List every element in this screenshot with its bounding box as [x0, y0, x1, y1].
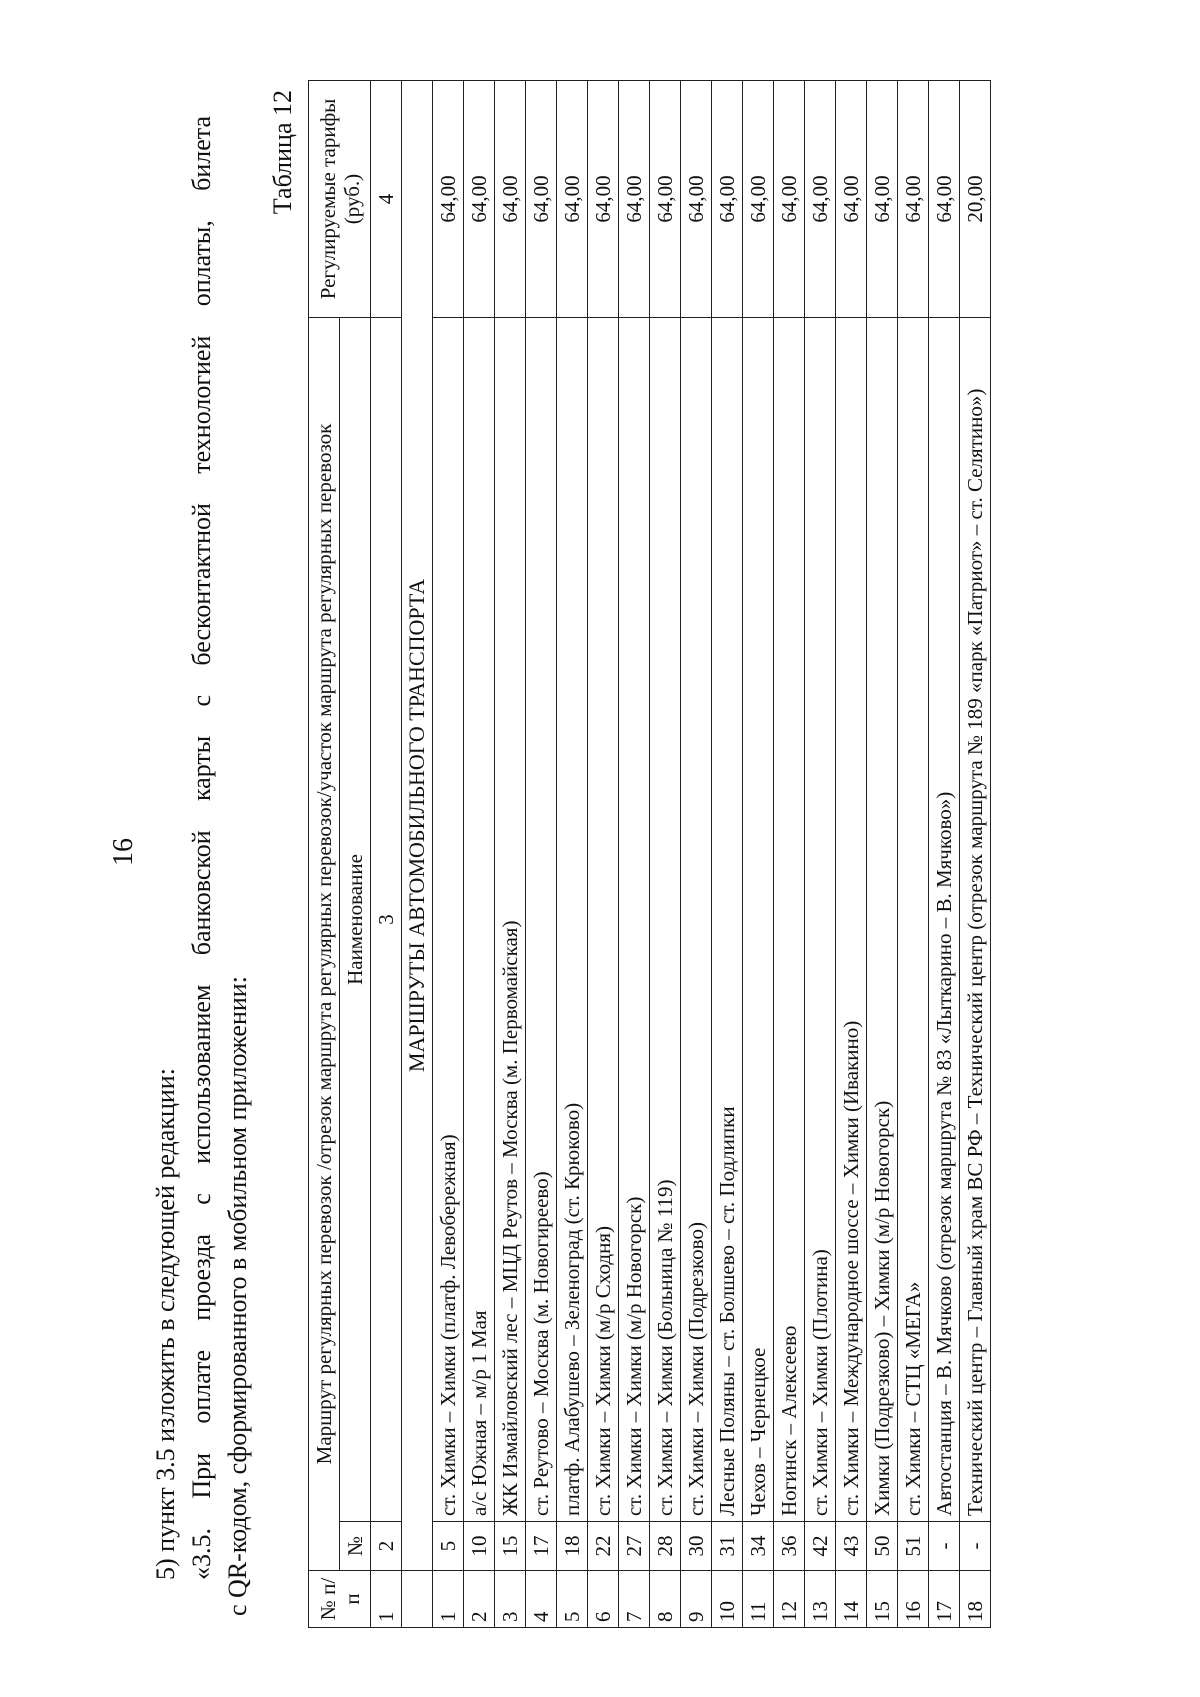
- row-number: 4: [526, 1571, 557, 1628]
- tariff-value: 64,00: [526, 81, 557, 318]
- route-number: 51: [898, 1522, 929, 1571]
- tariff-value: 64,00: [712, 81, 743, 318]
- route-name: ст. Химки – Химки (Подрезково): [681, 318, 712, 1522]
- table-row: [836, 81, 867, 1628]
- numbering-cell: 3: [371, 318, 402, 1522]
- row-number: 18: [960, 1571, 991, 1628]
- route-name: ЖК Измайловский лес – МЦД Реутов – Москва (м. Первомайская): [495, 318, 526, 1522]
- route-number: 50: [867, 1522, 898, 1571]
- table-row: [433, 81, 464, 1628]
- table-body: [433, 81, 991, 1628]
- route-name: ст. Химки – Химки (платф. Левобережная): [433, 318, 464, 1522]
- page-content: [140, 60, 1180, 1640]
- header-tariff: Регулируемые тарифы (руб.): [309, 81, 371, 318]
- route-name: Химки (Подрезково) – Химки (м/р Новогорск): [867, 318, 898, 1522]
- route-number: 22: [588, 1522, 619, 1571]
- row-number: 10: [712, 1571, 743, 1628]
- row-number: 9: [681, 1571, 712, 1628]
- route-number: 27: [619, 1522, 650, 1571]
- route-number: 10: [464, 1522, 495, 1571]
- section-title: МАРШРУТЫ АВТОМОБИЛЬНОГО ТРАНСПОРТА: [402, 81, 433, 1571]
- tariff-value: 64,00: [774, 81, 805, 318]
- table-row: [588, 81, 619, 1628]
- route-number: 28: [650, 1522, 681, 1571]
- route-name: Лесные Поляны – ст. Болшево – ст. Подлипки: [712, 318, 743, 1522]
- numbering-cell: 2: [371, 1522, 402, 1571]
- table-row: [774, 81, 805, 1628]
- route-number: 34: [743, 1522, 774, 1571]
- table-row: [867, 81, 898, 1628]
- route-name: ст. Химки – Химки (м/р Сходня): [588, 318, 619, 1522]
- tariff-value: 64,00: [557, 81, 588, 318]
- route-number: 36: [774, 1522, 805, 1571]
- table-row: [743, 81, 774, 1628]
- route-name: платф. Алабушево – Зеленоград (ст. Крюково): [557, 318, 588, 1522]
- row-number: 17: [929, 1571, 960, 1628]
- tariff-value: 64,00: [743, 81, 774, 318]
- table-row: [464, 81, 495, 1628]
- row-number: 13: [805, 1571, 836, 1628]
- route-name: ст. Химки – Химки (Плотина): [805, 318, 836, 1522]
- route-number: 15: [495, 1522, 526, 1571]
- header-num: № п/п: [309, 1571, 371, 1628]
- route-name: ст. Химки – Международное шоссе – Химки (Ивакино): [836, 318, 867, 1522]
- section-blank: [402, 1571, 433, 1628]
- route-number: -: [929, 1522, 960, 1571]
- route-number: 17: [526, 1522, 557, 1571]
- tariff-value: 64,00: [805, 81, 836, 318]
- route-name: а/с Южная – м/р 1 Мая: [464, 318, 495, 1522]
- route-name: Технический центр – Главный храм ВС РФ – Технический центр (отрезок маршрута № 189 «парк «Патриот» – ст. Селятино»): [960, 318, 991, 1522]
- intro-line-2: «3.5. При оплате проезда с использованием банковской карты с бесконтактной технологией оплаты, билета: [187, 116, 216, 1580]
- row-number: 8: [650, 1571, 681, 1628]
- route-number: 18: [557, 1522, 588, 1571]
- route-name: Чехов – Чернецкое: [743, 318, 774, 1522]
- intro-line-1: 5) пункт 3.5 изложить в следующей редакции:: [151, 1068, 180, 1580]
- tariff-value: 64,00: [836, 81, 867, 318]
- route-number: 43: [836, 1522, 867, 1571]
- header-route-name: Наименование: [340, 318, 371, 1522]
- route-number: 5: [433, 1522, 464, 1571]
- table-row: [681, 81, 712, 1628]
- row-number: 7: [619, 1571, 650, 1628]
- tariff-value: 64,00: [929, 81, 960, 318]
- tariff-value: 64,00: [867, 81, 898, 318]
- route-number: -: [960, 1522, 991, 1571]
- tariff-value: 64,00: [495, 81, 526, 318]
- table-row: [619, 81, 650, 1628]
- row-number: 6: [588, 1571, 619, 1628]
- route-name: ст. Химки – Химки (Больница № 119): [650, 318, 681, 1522]
- route-number: 31: [712, 1522, 743, 1571]
- tariff-value: 64,00: [433, 81, 464, 318]
- row-number: 14: [836, 1571, 867, 1628]
- tariffs-table: [308, 80, 991, 1628]
- table-row: [712, 81, 743, 1628]
- route-number: 30: [681, 1522, 712, 1571]
- rotated-page-content: [140, 60, 1180, 1640]
- intro-text: [148, 116, 256, 1616]
- table-row: [929, 81, 960, 1628]
- tariff-value: 64,00: [619, 81, 650, 318]
- header-route-group: Маршрут регулярных перевозок /отрезок маршрута регулярных перевозок/участок маршрута регулярных перевозок: [309, 318, 340, 1571]
- row-number: 11: [743, 1571, 774, 1628]
- route-name: Автостанция – В. Мячково (отрезок маршрута № 83 «Лыткарино – В. Мячково»): [929, 318, 960, 1522]
- tariff-value: 64,00: [650, 81, 681, 318]
- tariff-value: 64,00: [898, 81, 929, 318]
- table-row: [526, 81, 557, 1628]
- numbering-cell: 4: [371, 81, 402, 318]
- page-number: 16: [108, 838, 139, 866]
- header-route-no: №: [340, 1522, 371, 1571]
- tariff-value: 64,00: [464, 81, 495, 318]
- intro-line-3: с QR-кодом, сформированного в мобильном приложении:: [223, 976, 252, 1616]
- route-name: Ногинск – Алексеево: [774, 318, 805, 1522]
- table-row: [495, 81, 526, 1628]
- route-name: ст. Реутово – Москва (м. Новогиреево): [526, 318, 557, 1522]
- tariff-value: 20,00: [960, 81, 991, 318]
- tariff-value: 64,00: [681, 81, 712, 318]
- row-number: 12: [774, 1571, 805, 1628]
- table-row: [960, 81, 991, 1628]
- row-number: 16: [898, 1571, 929, 1628]
- row-number: 15: [867, 1571, 898, 1628]
- tariff-value: 64,00: [588, 81, 619, 318]
- table-row: [650, 81, 681, 1628]
- table-title: Таблица 12: [268, 90, 297, 215]
- route-number: 42: [805, 1522, 836, 1571]
- row-number: 1: [433, 1571, 464, 1628]
- row-number: 3: [495, 1571, 526, 1628]
- route-name: ст. Химки – СТЦ «МЕГА»: [898, 318, 929, 1522]
- row-number: 5: [557, 1571, 588, 1628]
- table-row: [805, 81, 836, 1628]
- table-row: [557, 81, 588, 1628]
- row-number: 2: [464, 1571, 495, 1628]
- route-name: ст. Химки – Химки (м/р Новогорск): [619, 318, 650, 1522]
- numbering-cell: 1: [371, 1571, 402, 1628]
- table-row: [898, 81, 929, 1628]
